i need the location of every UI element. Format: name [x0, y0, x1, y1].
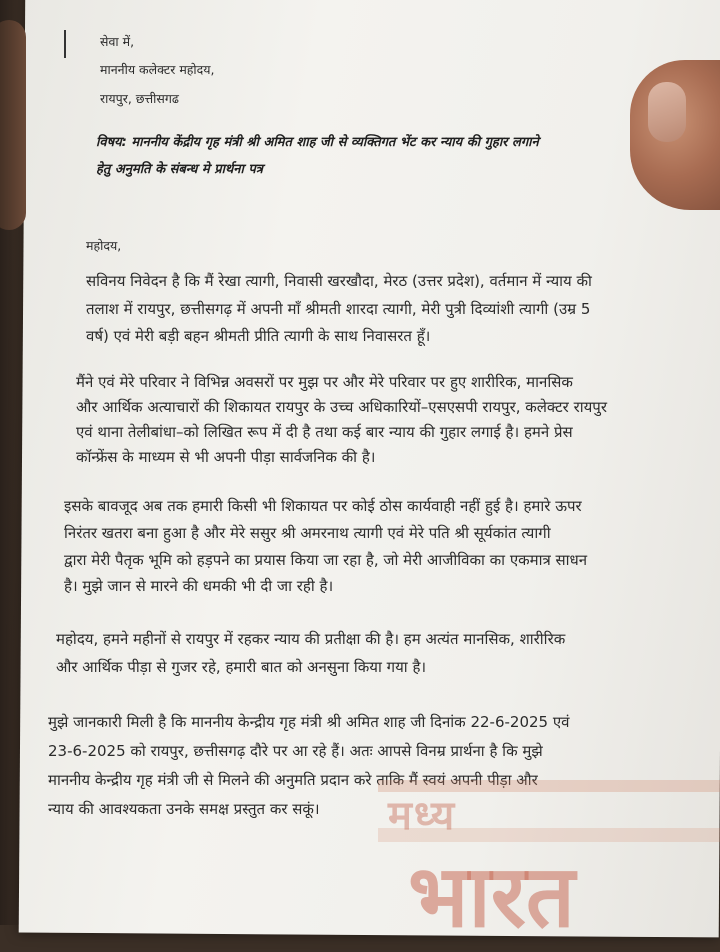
p2-line: एवं थाना तेलीबांधा–को लिखित रूप में दी है तथा कई बार न्याय की गुहार लगाई है। हमने प्रेस: [76, 423, 573, 441]
p3-line: द्वारा मेरी पैतृक भूमि को हड़पने का प्रयास किया जा रहा है, जो मेरी आजीविका का एकमात्र साधन: [64, 551, 588, 569]
thumbnail: [648, 82, 686, 142]
watermark-text-top: मध्य: [388, 793, 457, 839]
subject-line-2: हेतु अनुमति के संबन्ध मे प्रार्थना पत्र: [96, 162, 263, 177]
p1-line: तलाश में रायपुर, छत्तीसगढ़ में अपनी माँ श्रीमती शारदा त्यागी, मेरी पुत्री दिव्यांशी त्यागी (उम्र 5: [86, 300, 591, 318]
p2-line: मैंने एवं मेरे परिवार ने विभिन्न अवसरों पर मुझ पर और मेरे परिवार पर हुए शारीरिक, मानसिक: [76, 373, 573, 391]
pen-mark: [64, 30, 66, 58]
p3-line: है। मुझे जान से मारने की धमकी भी दी जा रही है।: [64, 577, 334, 595]
p4-line: महोदय, हमने महीनों से रायपुर में रहकर न्याय की प्रतीक्षा की है। हम अत्यंत मानसिक, शारीरिक: [56, 630, 566, 648]
p1-line: सविनय निवेदन है कि मैं रेखा त्यागी, निवासी खरखौदा, मेरठ (उत्तर प्रदेश), वर्तमान में न्याय की: [86, 272, 592, 290]
p2-line: कॉन्फ्रेंस के माध्यम से भी अपनी पीड़ा सार्वजनिक की है।: [76, 448, 376, 466]
watermark-logo: [378, 780, 720, 947]
place: रायपुर, छत्तीसगढ: [100, 91, 179, 106]
p5-line: मुझे जानकारी मिली है कि माननीय केन्द्रीय गृह मंत्री श्री अमित शाह जी दिनांक 22-6-2025 एवं: [48, 713, 570, 731]
thumb-holding-paper: [630, 60, 720, 210]
subject-line-1: विषय: माननीय केंद्रीय गृह मंत्री श्री अमित शाह जी से व्यक्तिगत भेंट कर न्याय की गुहार लगाने: [96, 135, 539, 150]
p1-line: वर्ष) एवं मेरी बड़ी बहन श्रीमती प्रीति त्यागी के साथ निवासरत हूँ।: [86, 327, 431, 345]
p3-line: इसके बावजूद अब तक हमारी किसी भी शिकायत पर कोई ठोस कार्यवाही नहीं हुई है। हमारे ऊपर: [64, 497, 582, 515]
watermark-text-big: भारत: [408, 847, 575, 947]
p3-line: निरंतर खतरा बना हुआ है और मेरे ससुर श्री अमरनाथ त्यागी एवं मेरे पति श्री सूर्यकांत त्यागी: [64, 524, 551, 542]
p5-line: माननीय केन्द्रीय गृह मंत्री जी से मिलने की अनुमति प्रदान करे ताकि मैं स्वयं अपनी पीड़ा और: [48, 771, 538, 789]
p2-line: और आर्थिक अत्याचारों की शिकायत रायपुर के उच्च अधिकारियों–एसएसपी रायपुर, कलेक्टर रायपुर: [76, 398, 607, 416]
p5-line: 23-6-2025 को रायपुर, छत्तीसगढ़ दौरे पर आ रहे हैं। अतः आपसे विनम्र प्रार्थना है कि मुझे: [48, 742, 543, 760]
addressee: माननीय कलेक्टर महोदय,: [100, 62, 215, 77]
salutation-to: सेवा में,: [100, 34, 135, 49]
greeting: महोदय,: [86, 238, 122, 253]
p5-line: न्याय की आवश्यकता उनके समक्ष प्रस्तुत कर सकूं।: [48, 800, 320, 818]
left-finger: [0, 20, 26, 230]
p4-line: और आर्थिक पीड़ा से गुजर रहे, हमारी बात को अनसुना किया गया है।: [56, 658, 427, 676]
